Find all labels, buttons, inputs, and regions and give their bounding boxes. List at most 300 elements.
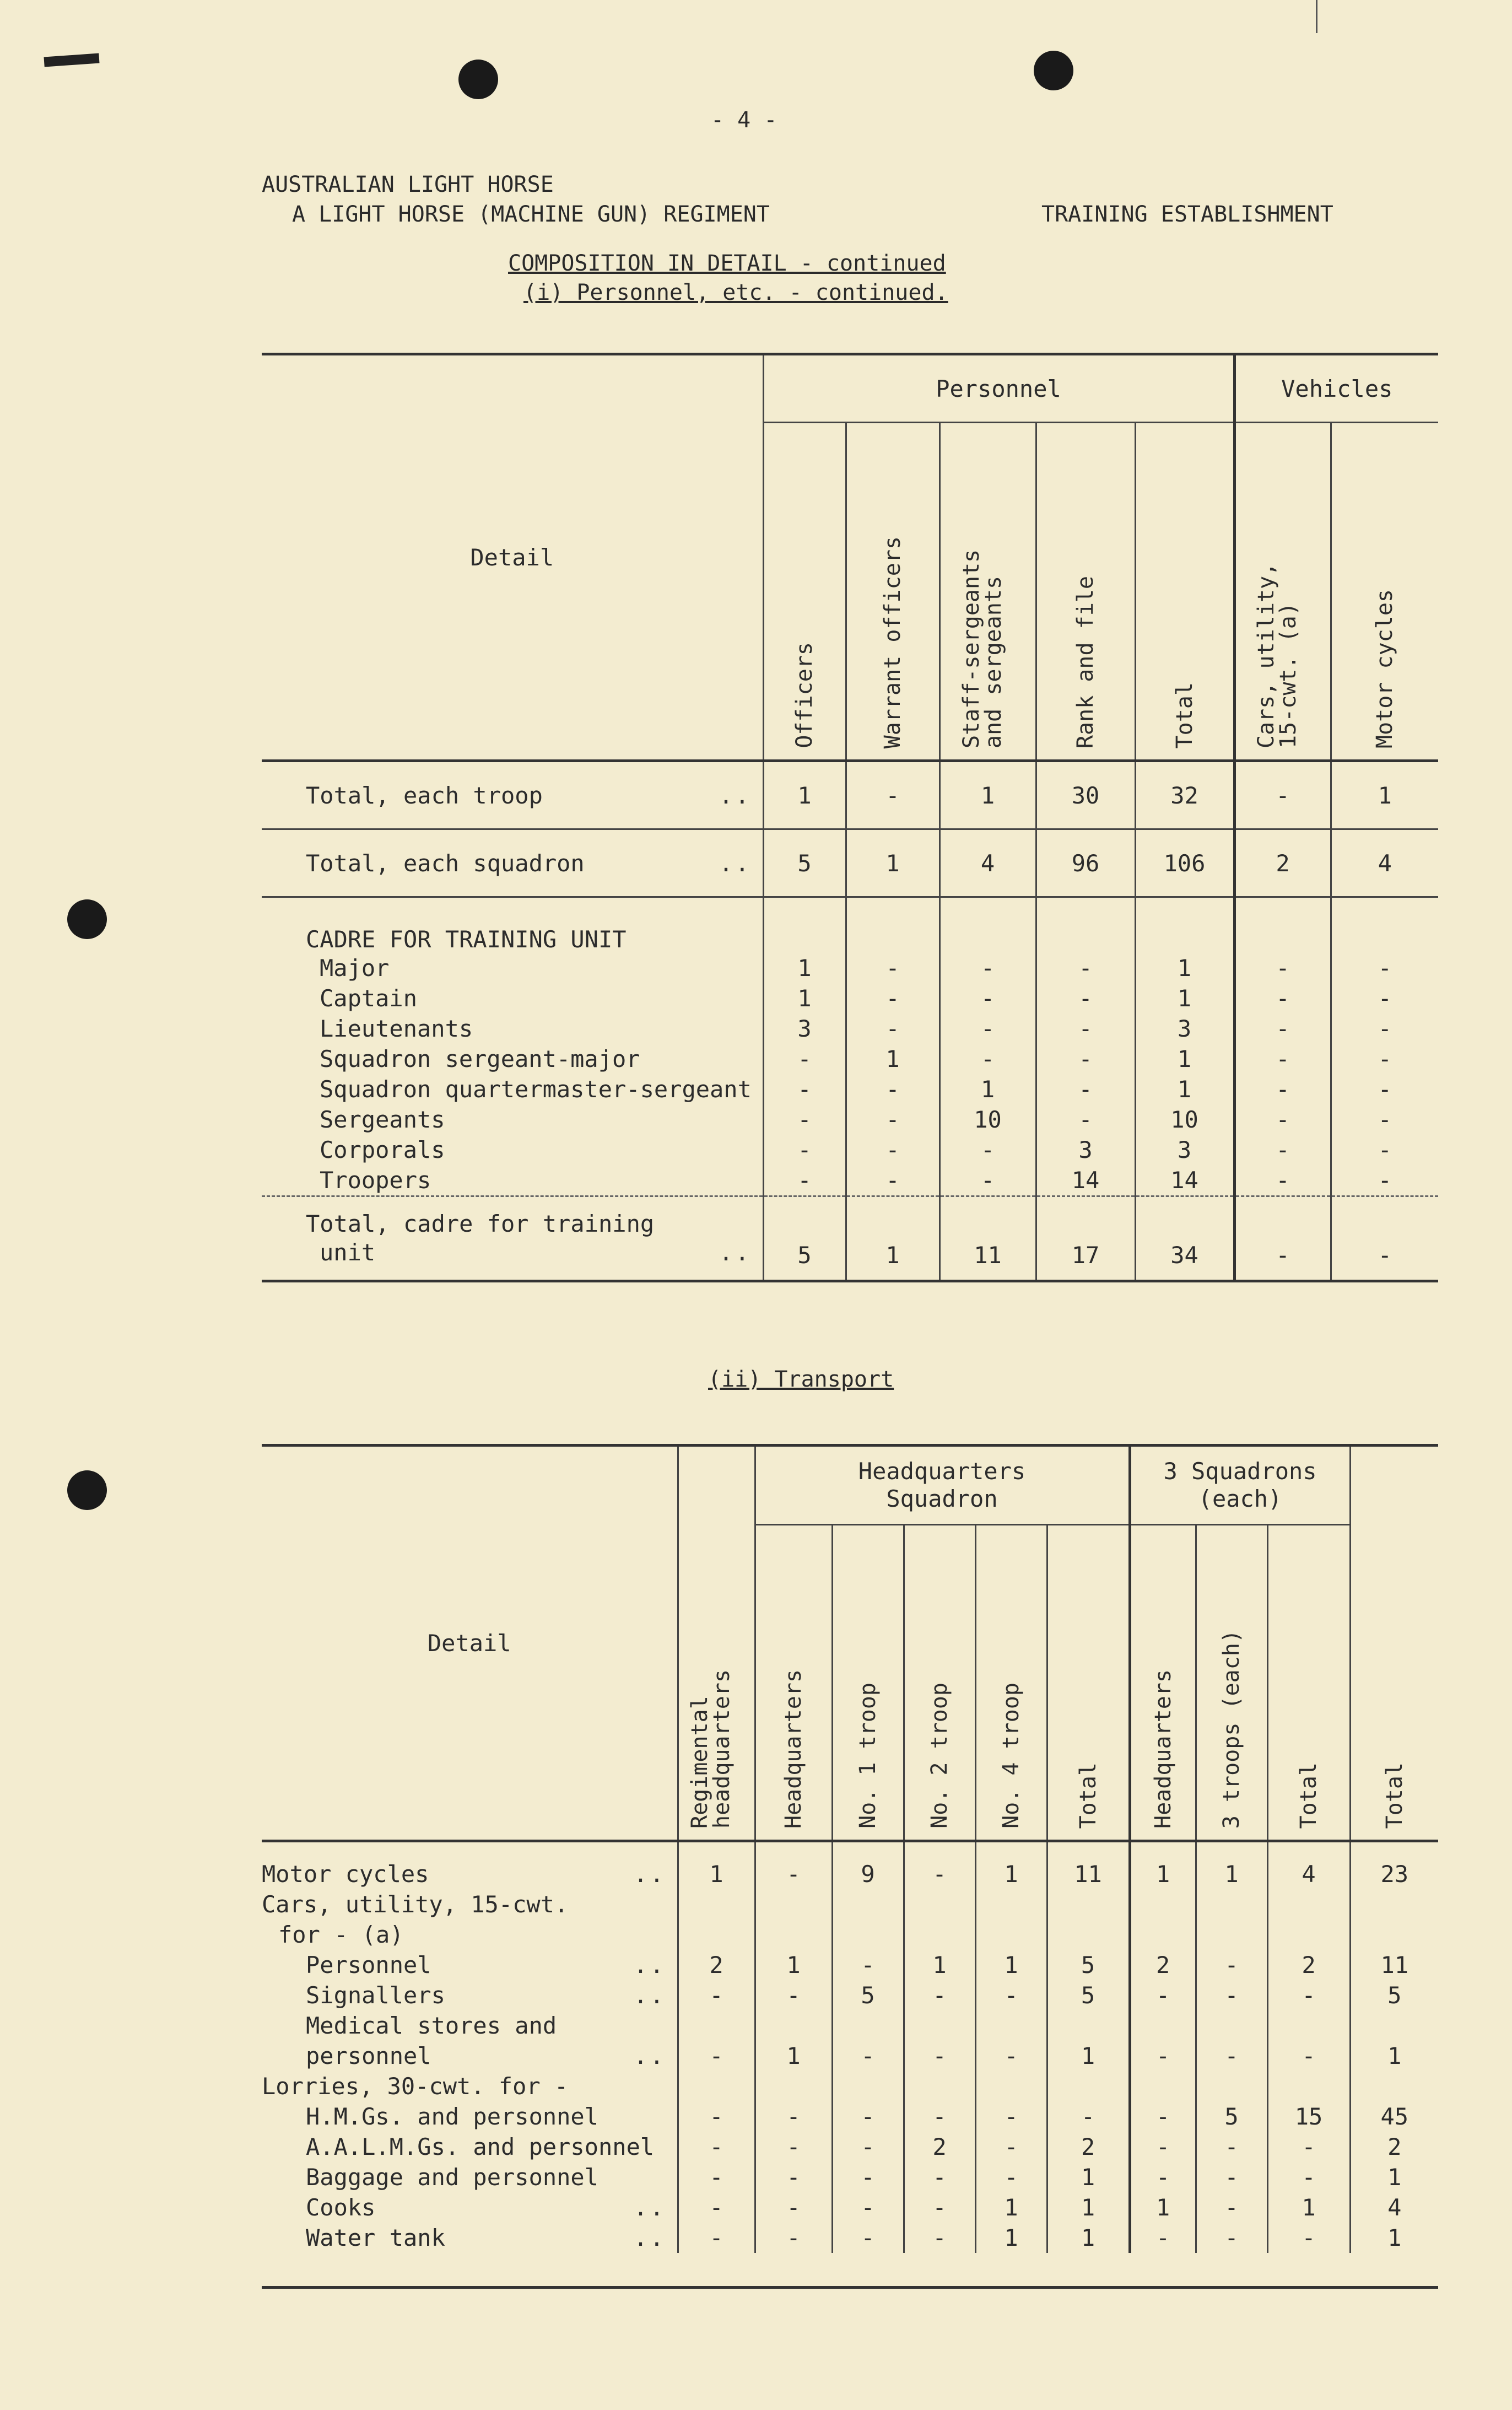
cell: - <box>1196 2162 1267 2192</box>
cell: - <box>1196 2041 1267 2071</box>
row-total-each-troop <box>262 761 1438 829</box>
cell <box>755 1889 832 1920</box>
row-label: Captain <box>320 985 418 1012</box>
cell <box>1350 2010 1438 2041</box>
col-head-text: Total <box>1075 1762 1101 1829</box>
table-row <box>262 1950 1438 1980</box>
cell: - <box>1036 1104 1135 1135</box>
cell: - <box>846 1013 939 1044</box>
leader-dots: .. <box>719 1239 752 1266</box>
row-label: Total, each squadron <box>306 849 585 877</box>
col-head-hq-total <box>1047 1525 1130 1841</box>
cell <box>678 1920 755 1950</box>
row-label: Cars, utility, 15-cwt. <box>262 1891 569 1918</box>
cell: - <box>755 2223 832 2253</box>
cell: 23 <box>1350 1841 1438 1890</box>
row-label: Major <box>320 955 390 982</box>
cell: 1 <box>1047 2162 1130 2192</box>
col-head-grand-total <box>1350 1446 1438 1841</box>
punch-hole <box>458 60 498 99</box>
group-hq-squadron: Headquarters Squadron <box>858 1457 1026 1512</box>
heading-right: TRAINING ESTABLISHMENT <box>1041 202 1333 227</box>
cell: - <box>678 2132 755 2162</box>
cell: 11 <box>1350 1950 1438 1980</box>
cell: - <box>832 2192 904 2223</box>
cell: - <box>1267 2162 1350 2192</box>
cell: - <box>1036 1044 1135 1074</box>
detail-header: Detail <box>427 1630 511 1657</box>
staple-mark <box>44 53 99 67</box>
cell: - <box>1331 1196 1438 1281</box>
cell <box>832 1889 904 1920</box>
col-head-text: Headquarters <box>781 1669 806 1829</box>
punch-hole <box>67 899 107 939</box>
cell: 5 <box>832 1980 904 2010</box>
cell: - <box>939 1013 1036 1044</box>
cell <box>975 1889 1047 1920</box>
subheading-personnel: (i) Personnel, etc. - continued. <box>523 280 948 305</box>
cell: - <box>1267 1980 1350 2010</box>
cell: 3 <box>1036 1135 1135 1165</box>
row-label: personnel <box>306 2042 431 2069</box>
cell: - <box>1267 2132 1350 2162</box>
page-number: - 4 - <box>711 107 777 133</box>
cell <box>678 1889 755 1920</box>
row-label: Medical stores and <box>306 2012 557 2039</box>
cell: 1 <box>846 1196 939 1281</box>
table-row <box>262 1889 1438 1920</box>
cell: - <box>1234 1196 1331 1281</box>
cell: - <box>763 1165 846 1196</box>
cell: - <box>1196 2192 1267 2223</box>
cell: 1 <box>1130 2192 1196 2223</box>
cell <box>1267 1889 1350 1920</box>
cell <box>1350 1889 1438 1920</box>
cell: 1 <box>1047 2041 1130 2071</box>
cell <box>1047 2071 1130 2101</box>
cell: 32 <box>1135 761 1234 829</box>
col-head-officers <box>763 423 846 761</box>
col-head-staff-sergeants <box>939 423 1036 761</box>
row-label: Cooks <box>306 2194 376 2221</box>
cell: 1 <box>763 983 846 1013</box>
cell: 1 <box>755 1950 832 1980</box>
col-head-warrant-officers <box>846 423 939 761</box>
cell <box>1267 1920 1350 1950</box>
cell: 17 <box>1036 1196 1135 1281</box>
cell: 2 <box>1130 1950 1196 1980</box>
heading-line1: AUSTRALIAN LIGHT HORSE <box>262 172 554 197</box>
cell <box>1350 2071 1438 2101</box>
cell: - <box>832 2041 904 2071</box>
cell: - <box>1331 1074 1438 1104</box>
cell <box>904 2010 975 2041</box>
cell: - <box>1267 2041 1350 2071</box>
group-personnel: Personnel <box>936 375 1061 402</box>
table-row <box>262 1074 1438 1104</box>
row-label: Water tank <box>306 2224 445 2251</box>
cell: 5 <box>1196 2101 1267 2132</box>
cell: 1 <box>1135 1074 1234 1104</box>
col-head-text: Total <box>1381 1762 1407 1829</box>
cell: 1 <box>1267 2192 1350 2223</box>
cell: - <box>755 2132 832 2162</box>
row-label: Squadron sergeant-major <box>320 1045 640 1072</box>
punch-hole <box>1034 51 1073 90</box>
cell: - <box>755 2192 832 2223</box>
row-label: Motor cycles <box>262 1861 429 1888</box>
cell: 1 <box>975 1950 1047 1980</box>
cell: - <box>1331 1013 1438 1044</box>
cell: - <box>975 1980 1047 2010</box>
table-row <box>262 1044 1438 1074</box>
table-row <box>262 1104 1438 1135</box>
row-label: Lieutenants <box>320 1015 473 1042</box>
col-head-text: Staff-sergeants and sergeants <box>958 549 1006 748</box>
cell: - <box>975 2101 1047 2132</box>
cell: 14 <box>1135 1165 1234 1196</box>
row-label: Signallers <box>306 1982 445 2009</box>
cell: - <box>904 2223 975 2253</box>
col-head-no2-troop <box>904 1525 975 1841</box>
table-row <box>262 1920 1438 1950</box>
cell: - <box>1036 983 1135 1013</box>
group-3-squadrons-cell <box>1130 1446 1350 1525</box>
cell: 2 <box>678 1950 755 1980</box>
detail-header-cell <box>262 354 763 761</box>
cell: - <box>763 1044 846 1074</box>
row-total-each-squadron <box>262 829 1438 897</box>
cell <box>832 1920 904 1950</box>
cell: - <box>904 2041 975 2071</box>
table-row <box>262 2162 1438 2192</box>
cell: - <box>939 1165 1036 1196</box>
cell: - <box>1234 1104 1331 1135</box>
cell: 1 <box>1047 2223 1130 2253</box>
cell: 2 <box>1350 2132 1438 2162</box>
cell: 10 <box>939 1104 1036 1135</box>
cell: 1 <box>678 1841 755 1890</box>
cell: - <box>1234 1044 1331 1074</box>
cell <box>832 2010 904 2041</box>
col-head-text: Cars, utility, 15-cwt. (a) <box>1254 562 1302 748</box>
col-head-text: Total <box>1171 682 1197 748</box>
cell: - <box>1234 1165 1331 1196</box>
cadre-total-label-2: unit <box>320 1239 376 1266</box>
cell: - <box>832 2101 904 2132</box>
cell: 1 <box>975 1841 1047 1890</box>
cell: - <box>846 761 939 829</box>
leader-dots: .. <box>633 2194 666 2221</box>
cell: 14 <box>1036 1165 1135 1196</box>
transport-table <box>262 1444 1438 2289</box>
row-label: A.A.L.M.Gs. and personnel <box>306 2133 655 2160</box>
group-hq-squadron-cell <box>755 1446 1130 1525</box>
cell: 34 <box>1135 1196 1234 1281</box>
cell: - <box>1130 2223 1196 2253</box>
cell <box>1130 2010 1196 2041</box>
row-label: Corporals <box>320 1136 445 1163</box>
cell: 5 <box>763 1196 846 1281</box>
cell: 1 <box>755 2041 832 2071</box>
table-row <box>262 2041 1438 2071</box>
cell: - <box>939 1044 1036 1074</box>
row-label: Total, each troop <box>306 781 543 809</box>
cell: 10 <box>1135 1104 1234 1135</box>
group-3-squadrons: 3 Squadrons (each) <box>1163 1457 1317 1512</box>
cell: - <box>832 1950 904 1980</box>
cell: - <box>763 1104 846 1135</box>
cell: - <box>1331 1165 1438 1196</box>
cell: - <box>1331 1104 1438 1135</box>
cell <box>1196 2010 1267 2041</box>
cell: - <box>1036 1074 1135 1104</box>
col-head-text: Headquarters <box>1150 1669 1176 1829</box>
col-head-text: No. 4 troop <box>998 1683 1024 1829</box>
cell: 3 <box>763 1013 846 1044</box>
detail-header: Detail <box>470 544 554 571</box>
row-cadre-heading <box>262 897 1438 953</box>
cell: - <box>1234 1013 1331 1044</box>
cell: 5 <box>1047 1980 1130 2010</box>
cell <box>755 2071 832 2101</box>
leader-dots: .. <box>633 2042 666 2069</box>
cell: 1 <box>904 1950 975 1980</box>
cell: - <box>1196 2132 1267 2162</box>
cell: 5 <box>763 829 846 897</box>
col-head-sq-hq <box>1130 1525 1196 1841</box>
table-row <box>262 953 1438 983</box>
row-cadre-total <box>262 1196 1438 1281</box>
table-row <box>262 2101 1438 2132</box>
cell: - <box>975 2132 1047 2162</box>
cell <box>904 1920 975 1950</box>
leader-dots: .. <box>633 2224 666 2251</box>
cell: 2 <box>904 2132 975 2162</box>
table-row <box>262 2223 1438 2253</box>
leader-dots: .. <box>633 1951 666 1978</box>
cell: - <box>1234 1135 1331 1165</box>
cell: - <box>904 1841 975 1890</box>
table-row <box>262 2010 1438 2041</box>
cadre-total-label-1: Total, cadre for training <box>306 1210 655 1237</box>
cell: - <box>1130 2162 1196 2192</box>
table-row <box>262 2192 1438 2223</box>
cell: - <box>763 1135 846 1165</box>
cell: - <box>1130 1980 1196 2010</box>
col-head-text: Officers <box>792 642 817 748</box>
cell: - <box>1196 1950 1267 1980</box>
cell <box>1047 1920 1130 1950</box>
cell: 1 <box>975 2192 1047 2223</box>
cell <box>975 2010 1047 2041</box>
cell: - <box>975 2162 1047 2192</box>
cell: 5 <box>1350 1980 1438 2010</box>
cell: - <box>1331 1135 1438 1165</box>
col-head-motor-cycles <box>1331 423 1438 761</box>
cell: - <box>1036 953 1135 983</box>
cell: 96 <box>1036 829 1135 897</box>
cell: - <box>939 1135 1036 1165</box>
cell <box>1196 1889 1267 1920</box>
col-head-no1-troop <box>832 1525 904 1841</box>
table-row <box>262 1165 1438 1196</box>
col-head-rank-and-file <box>1036 423 1135 761</box>
cell: 1 <box>846 1044 939 1074</box>
cell <box>904 2071 975 2101</box>
cell: - <box>939 953 1036 983</box>
cell: 1 <box>763 953 846 983</box>
cell <box>975 1920 1047 1950</box>
cell: 1 <box>1135 953 1234 983</box>
row-label: Personnel <box>306 1951 431 1978</box>
row-label: Sergeants <box>320 1106 445 1133</box>
cell: 1 <box>1047 2192 1130 2223</box>
cell: - <box>832 2162 904 2192</box>
col-head-text: Rank and file <box>1073 575 1098 748</box>
cell <box>755 1920 832 1950</box>
col-head-total <box>1135 423 1234 761</box>
cell: 1 <box>1130 1841 1196 1890</box>
cell: - <box>1130 2041 1196 2071</box>
cell: - <box>832 2223 904 2253</box>
cell: - <box>904 2101 975 2132</box>
cell: 1 <box>939 761 1036 829</box>
cell: 1 <box>1350 2162 1438 2192</box>
cell: 2 <box>1267 1950 1350 1980</box>
cell: - <box>755 2162 832 2192</box>
cell: 4 <box>1331 829 1438 897</box>
cell: - <box>1130 2101 1196 2132</box>
col-head-text: Motor cycles <box>1372 589 1398 748</box>
fold-line <box>1316 0 1317 33</box>
cell <box>1047 2010 1130 2041</box>
cell: - <box>1130 2132 1196 2162</box>
cell: 4 <box>939 829 1036 897</box>
cell: - <box>755 1841 832 1890</box>
cell: 11 <box>939 1196 1036 1281</box>
col-head-hq <box>755 1525 832 1841</box>
cell: - <box>1234 953 1331 983</box>
row-label: Squadron quartermaster-sergeant <box>320 1076 752 1103</box>
cell: 2 <box>1047 2132 1130 2162</box>
cell <box>678 2010 755 2041</box>
cell <box>904 1889 975 1920</box>
heading-line2: A LIGHT HORSE (MACHINE GUN) REGIMENT <box>292 202 770 227</box>
cell: - <box>846 1135 939 1165</box>
cell: - <box>846 953 939 983</box>
cell <box>832 2071 904 2101</box>
cell: 4 <box>1267 1841 1350 1890</box>
cell: 11 <box>1047 1841 1130 1890</box>
cell: - <box>755 1980 832 2010</box>
col-head-text: No. 1 troop <box>855 1683 881 1829</box>
cell: - <box>1234 761 1331 829</box>
row-label: Baggage and personnel <box>306 2164 599 2191</box>
group-personnel-cell <box>763 354 1234 423</box>
cell: 1 <box>1135 1044 1234 1074</box>
leader-dots: .. <box>633 1982 666 2009</box>
table-row <box>262 1013 1438 1044</box>
cell: - <box>904 2192 975 2223</box>
cell: - <box>939 983 1036 1013</box>
cell: 1 <box>1350 2041 1438 2071</box>
col-head-text: 3 troops (each) <box>1219 1629 1245 1829</box>
cell: - <box>1196 1980 1267 2010</box>
table-row <box>262 2071 1438 2101</box>
cell <box>1130 1920 1196 1950</box>
cell: 1 <box>1331 761 1438 829</box>
col-head-text: Warrant officers <box>880 536 905 748</box>
leader-dots: .. <box>719 781 752 809</box>
cell: - <box>832 2132 904 2162</box>
cell: - <box>846 1074 939 1104</box>
row-label: H.M.Gs. and personnel <box>306 2103 599 2130</box>
cell: - <box>763 1074 846 1104</box>
cell: 1 <box>1350 2223 1438 2253</box>
table-row <box>262 1841 1438 1890</box>
cell: - <box>678 2223 755 2253</box>
col-head-cars <box>1234 423 1331 761</box>
row-label: Lorries, 30-cwt. for - <box>262 2073 569 2100</box>
row-label: for - (a) <box>278 1921 404 1948</box>
cell: 3 <box>1135 1135 1234 1165</box>
table-bottom-rule <box>262 2253 1438 2288</box>
cell <box>1047 1889 1130 1920</box>
table-row <box>262 2132 1438 2162</box>
leader-dots: .. <box>719 849 752 877</box>
punch-hole <box>67 1470 107 1510</box>
cell <box>1267 2010 1350 2041</box>
cell: - <box>1331 983 1438 1013</box>
cell <box>975 2071 1047 2101</box>
cell: 45 <box>1350 2101 1438 2132</box>
col-head-text: Regimental headquarters <box>687 1669 735 1829</box>
cell: - <box>1267 2223 1350 2253</box>
cell: - <box>1234 1074 1331 1104</box>
cell: 5 <box>1047 1950 1130 1980</box>
cell: - <box>678 2101 755 2132</box>
table-row <box>262 1135 1438 1165</box>
cell <box>678 2071 755 2101</box>
cell: - <box>1047 2101 1130 2132</box>
cell: 15 <box>1267 2101 1350 2132</box>
cell <box>1196 1920 1267 1950</box>
cell: - <box>846 1165 939 1196</box>
cell: 3 <box>1135 1013 1234 1044</box>
col-head-text: Total <box>1296 1762 1322 1829</box>
group-vehicles-cell <box>1234 354 1438 423</box>
cell: - <box>678 1980 755 2010</box>
cell: 9 <box>832 1841 904 1890</box>
cell: 1 <box>1135 983 1234 1013</box>
cell: 2 <box>1234 829 1331 897</box>
cell <box>1196 2071 1267 2101</box>
cell: - <box>678 2192 755 2223</box>
cell: - <box>1331 953 1438 983</box>
col-head-text: No. 2 troop <box>927 1683 952 1829</box>
cell: 106 <box>1135 829 1234 897</box>
cell: - <box>975 2041 1047 2071</box>
personnel-table <box>262 353 1438 1282</box>
cell <box>1130 1889 1196 1920</box>
cell: - <box>904 2162 975 2192</box>
cell: 30 <box>1036 761 1135 829</box>
cell: 4 <box>1350 2192 1438 2223</box>
col-head-sq-total <box>1267 1525 1350 1841</box>
cell <box>1350 1920 1438 1950</box>
table-row <box>262 1980 1438 2010</box>
